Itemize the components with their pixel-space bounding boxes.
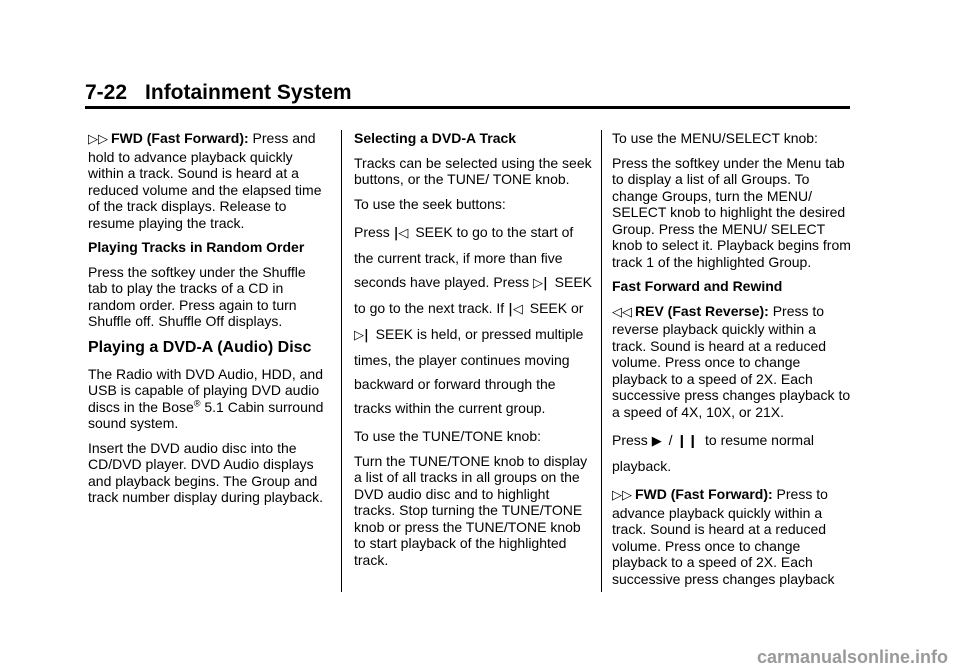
resume-slash: /: [664, 432, 677, 448]
dvda-text-b: 5.1 Cabin surround sound system.: [88, 398, 324, 431]
menu-paragraph: Press the softkey under the Menu tab to display a list of all Groups. To change Groups, turn the MENU/ SELECT knob to highlight the desired Group. Press the MENU/ SELECT knob to select it. Playback begins from track 1 of the highlighted Group.: [612, 154, 851, 270]
seek-back-icon: |◁: [393, 226, 409, 241]
fwd-text: Press and hold to advance playback quickly within a track. Sound is heard at a reduced volume and the elapsed time of the track displays. Release to resume playing the track.: [88, 130, 322, 231]
rev-text: Press to reverse playback quickly within a track. Sound is heard at a reduced volume. Press once to change playback to a speed of 2X. Each successive press changes playback to a speed of 4X, 10X, or 21X.: [612, 302, 851, 420]
seek-text-2: SEEK to go to the start of the current track, if more than five seconds have played. Press: [354, 224, 574, 290]
column-divider-1: [341, 130, 342, 592]
fwd2-text: Press to advance playback quickly within a track. Sound is heard at a reduced volume. Press once to change playback to a speed of 2X. Each successive press changes playback: [612, 486, 835, 587]
resume-text-1: Press: [612, 432, 652, 448]
select-heading: Selecting a DVD-A Track: [354, 130, 517, 146]
column-1: [88, 130, 328, 514]
watermark: carmanualsonline.info: [756, 647, 948, 667]
seek-forward-icon: ▷|: [533, 276, 548, 291]
fast-forward-icon-2: ▷▷: [612, 488, 632, 503]
rev-label: REV (Fast Reverse):: [635, 302, 769, 319]
resume-paragraph: [612, 428, 852, 478]
column-2: [354, 130, 594, 576]
pause-icon: ❙❙: [676, 434, 699, 449]
select-paragraph: Tracks can be selected using the seek buttons, or the TUNE/ TONE knob.: [354, 154, 592, 187]
column-3: [612, 130, 852, 595]
dvda-heading: Playing a DVD-A (Audio) Disc: [88, 338, 312, 356]
random-paragraph: Press the softkey under the Shuffle tab to play the tracks of a CD in random order. Press again to turn Shuffle off. Shuffle Off displays.: [88, 263, 306, 329]
menu-intro: To use the MENU/SELECT knob:: [612, 130, 818, 146]
seek-text-4: SEEK or: [525, 300, 584, 316]
seek-intro: To use the seek buttons:: [354, 195, 506, 212]
header-title: [85, 80, 850, 106]
rev-paragraph: [612, 303, 852, 421]
dvda-text-a: The Radio with DVD Audio, HDD, and USB is capable of playing DVD audio discs in the Bose: [88, 365, 323, 415]
random-heading: Playing Tracks in Random Order: [88, 239, 305, 255]
dvda-paragraph: [88, 366, 328, 432]
seek-text-5: SEEK is held, or pressed multiple times, the player continues moving backward or forward through the tracks within the current group.: [354, 326, 584, 416]
seek-back-icon-2: |◁: [508, 302, 523, 317]
registered-mark: ®: [193, 397, 201, 408]
seek-text-3: SEEK to go to the next track. If: [354, 274, 592, 316]
seek-paragraph: [354, 220, 594, 420]
seek-forward-icon-2: ▷|: [354, 328, 369, 343]
fwd-label: FWD (Fast Forward):: [111, 130, 249, 146]
fwd2-paragraph: [612, 486, 852, 587]
page-header: [85, 80, 850, 106]
page-number: 7-22: [85, 81, 128, 104]
ff-rewind-heading: Fast Forward and Rewind: [612, 278, 783, 294]
header-rule: [85, 106, 850, 109]
tune-paragraph: Turn the TUNE/TONE knob to display a list of all tracks in all groups on the DVD audio disc and to highlight tracks. Stop turning the TUNE/TONE knob or press the TUNE/TONE knob to start playback of the highlighted track.: [354, 452, 588, 568]
fast-reverse-icon: ◁◁: [612, 304, 632, 320]
tune-intro: To use the TUNE/TONE knob:: [354, 428, 542, 444]
section-title: Infotainment System: [145, 81, 352, 104]
resume-text-2: to resume normal playback.: [612, 432, 814, 474]
fwd-paragraph: [88, 130, 328, 231]
play-icon: ▶: [651, 434, 662, 449]
fast-forward-icon: ▷▷: [88, 132, 108, 147]
insert-paragraph: Insert the DVD audio disc into the CD/DVD player. DVD Audio displays and playback begins. The Group and track number display during playback.: [88, 439, 324, 505]
column-divider-2: [601, 130, 602, 592]
fwd2-label: FWD (Fast Forward):: [635, 486, 773, 502]
seek-text-1: Press: [354, 224, 394, 240]
